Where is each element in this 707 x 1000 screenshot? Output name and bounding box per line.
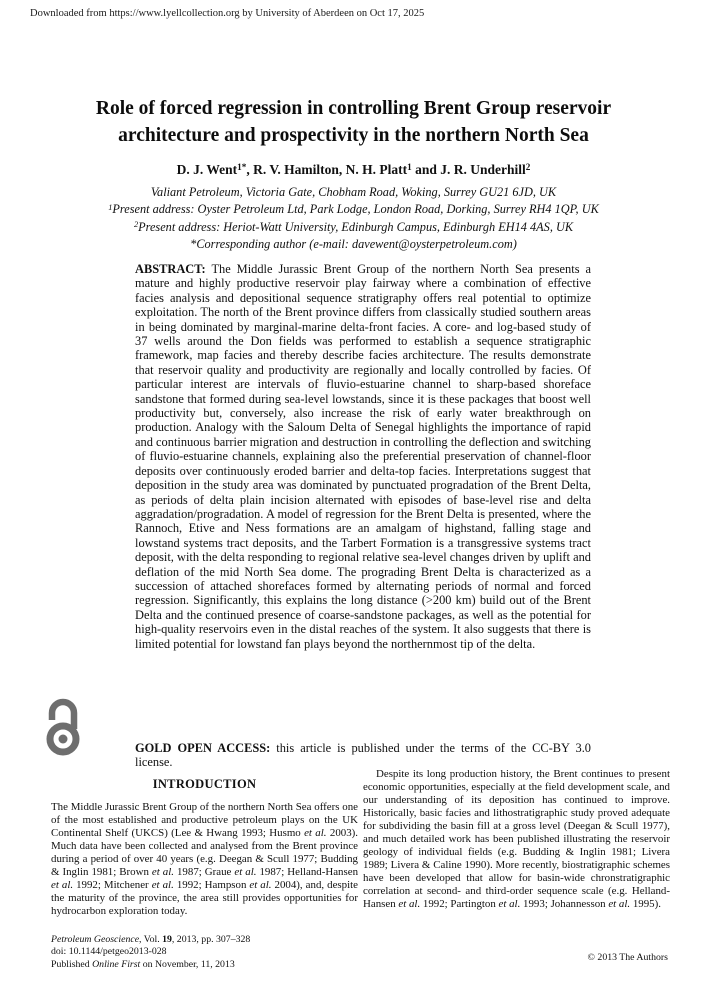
- abstract-paragraph: ABSTRACT: The Middle Jurassic Brent Group of the northern North Sea presents a mature and highly productive reservoir play fairway where a combination of effective facies analysis and depositional sequence stratigraphy offers real potential to optimize exploitation. The north of the Brent province differs from classically studied southern areas in being dominated by marginal-marine delta-front facies. A core- and log-based study of 37 wells around the Don fields was performed to establish a sequence stratigraphic framework, map facies and thereby describe facies architecture. The results demonstrate that reservoir quality and productivity are regionally and locally controlled by facies. Of particular interest are intervals of fluvio-estuarine channel to sharp-based shoreface sandstone that formed during sea-level lowstands, since it is these packages that boost well productivity but, conversely, also increase the risk of early water breakthrough on production. Analogy with the Saloum Delta of Senegal highlights the importance of rapid and continuous barrier migration and destruction in controlling the deflection and switching of fluvio-estuarine channels, explaining also the preferential preservation of channel-floor deposits over continuously eroded barrier and delta-top facies. Interpretations suggest that deposition in the study area was dominated by punctuated progradation of the Brent Delta, as periods of delta plain incision alternated with episodes of base-level rise and delta aggradation/progradation. A model of regression for the Brent Delta is presented, where the Rannoch, Etive and Ness formations are an amalgam of highstand, falling stage and lowstand systems tract deposits, and the Tarbert Formation is a transgressive systems tract deposit, with the delta responding to regional relative sea-level changes driven by uplift and deflation of the mid North Sea dome. The prograding Brent Delta is characterized as a succession of attached shorefaces formed by alternating periods of normal and forced regression. Significantly, this explains the long distance (>200 km) build out of the Brent Delta and the continued presence of coarse-sandstone packages, as well as the potential for high-quality reservoirs even in the distal reaches of the system. It also suggests that there is limited potential for lowstand fan plays beyond the northernmost tip of the delta.: [135, 262, 591, 651]
- footer-citation-block: [51, 934, 250, 971]
- affiliation-line: $^2$Present address: Heriot-Watt University, Edinburgh Campus, Edinburgh EH14 4AS, UK: [133, 219, 574, 234]
- journal-citation: Petroleum Geoscience, Vol. 19, 2013, pp. 307–328: [51, 934, 251, 945]
- corresponding-author-note: *Corresponding author (e-mail: davewent@oysterpetroleum.com): [190, 237, 517, 252]
- open-access-statement: GOLD OPEN ACCESS: this article is published under the terms of the CC-BY 3.0 license.: [135, 741, 592, 770]
- intro-column-left: [51, 777, 358, 918]
- published-line: Published Online First on November, 11, 2013: [51, 958, 235, 970]
- intro-paragraph-left: The Middle Jurassic Brent Group of the northern North Sea offers one of the most established and productive petroleum plays on the UK Continental Shelf (UKCS) (Lee & Hwang 1993; Husmo et al. 2003). Much data have been collected and analysed from the Brent province during a period of over 40 years (e.g. Deegan & Scull 1977; Budding & Inglin 1981; Brown et al. 1987; Graue et al. 1987; Helland-Hansen et al. 1992; Mitchener et al. 1992; Hampson et al. 2004), and, despite the maturity of the province, the area still provides opportunities for hydrocarbon exploration today.: [51, 801, 359, 917]
- affiliations-block: [0, 184, 707, 254]
- copyright-notice: © 2013 The Authors: [587, 952, 668, 963]
- page-title: [0, 95, 707, 149]
- title-line-1: Role of forced regression in controlling Brent Group reservoir: [95, 98, 612, 119]
- authors-line: D. J. Went$^{1*}$, R. V. Hamilton, N. H. Platt$^1$ and J. R. Underhill$^2$: [176, 161, 531, 177]
- affiliation-line: Valiant Petroleum, Victoria Gate, Chobham Road, Woking, Surrey GU21 6JD, UK: [150, 185, 557, 199]
- title-line-2: architecture and prospectivity in the northern North Sea: [118, 125, 589, 146]
- intro-paragraph-right: Despite its long production history, the Brent continues to present economic opportunities, especially at the field development scale, and our understanding of its deposition has continued to improve. Historically, basic facies and lithostratigraphic study proved adequate for subdividing the basin fill at a gross level (Deegan & Scull 1977), and much detailed work has been published illustrating the reservoir geology of individual fields (e.g. Budding & Inglin 1981; Livera 1989; Livera & Caline 1990). More recently, biostratigraphic schemes have been developed that allow for basin-wide chronstratigraphic correlation at second- and third-order sequence scale (e.g. Helland-Hansen et al. 1992; Partington et al. 1993; Johannesson et al. 1995).: [363, 768, 670, 910]
- download-provenance-note: Downloaded from https://www.lyellcollection.org by University of Aberdeen on Oct 17, 2025: [30, 8, 425, 19]
- intro-column-right: [363, 768, 670, 911]
- introduction-heading: INTRODUCTION: [152, 777, 257, 791]
- doi-line: doi: 10.1144/petgeo2013-028: [51, 946, 167, 958]
- affiliation-line: $^1$Present address: Oyster Petroleum Ltd, Park Lodge, London Road, Dorking, Surrey RH4 1QP, UK: [108, 202, 599, 217]
- open-access-lock-icon: [42, 698, 86, 756]
